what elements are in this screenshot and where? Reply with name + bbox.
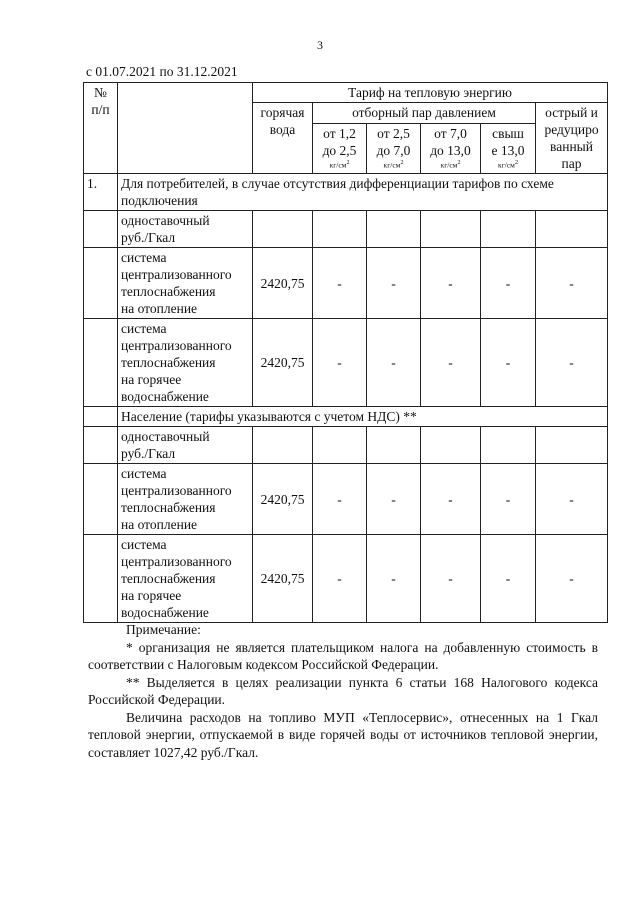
table-row [84, 211, 608, 248]
period-heading: с 01.07.2021 по 31.12.2021 [86, 64, 238, 79]
tariff-cell: - [481, 248, 536, 319]
page-number: 3 [317, 38, 323, 52]
table-row [84, 535, 608, 623]
tariff-cell: - [421, 464, 481, 535]
row-label: одноставочный руб./Гкал [118, 211, 253, 248]
row-label: система централизованного теплоснабжения на отопление [118, 248, 253, 319]
tariff-cell: 2420,75 [253, 248, 313, 319]
section-title: Население (тарифы указываются с учетом НДС) ** [118, 407, 608, 427]
tariff-cell [313, 427, 367, 464]
tariff-cell: - [367, 535, 421, 623]
tariff-cell: - [536, 248, 608, 319]
tariff-cell [367, 211, 421, 248]
tariff-cell [253, 427, 313, 464]
tariff-cell: - [421, 319, 481, 407]
tariff-cell: - [367, 464, 421, 535]
tariff-cell: - [313, 535, 367, 623]
tariff-cell [536, 211, 608, 248]
section-row [84, 174, 608, 211]
tariff-cell [481, 427, 536, 464]
row-number [84, 211, 118, 248]
tariff-cell: - [536, 319, 608, 407]
row-number [84, 407, 118, 427]
notes-heading: Примечание: [126, 622, 201, 637]
tariff-cell: - [481, 535, 536, 623]
note-vat: * организация не является плательщиком налога на добавленную стоимость в соответствии с Налоговым кодексом Российской Федерации. [88, 639, 598, 672]
row-number [84, 427, 118, 464]
col-num-header: № п/п [84, 83, 118, 174]
tariff-cell: - [536, 535, 608, 623]
col-label-header [118, 83, 253, 174]
row-number [84, 535, 118, 623]
table-row [84, 319, 608, 407]
col-steam-header: отборный пар давлением [313, 103, 536, 124]
tariff-cell: - [313, 319, 367, 407]
table-row [84, 464, 608, 535]
tariff-cell: - [421, 248, 481, 319]
tariff-cell: - [313, 464, 367, 535]
tariff-cell [367, 427, 421, 464]
col-hot-water-header: горячая вода [253, 103, 313, 174]
col-pressure-4-header: свыш е 13,0 $кг/см^2$ [481, 124, 536, 174]
col-pressure-2-header: от 2,5 до 7,0 $кг/см^2$ [367, 124, 421, 174]
col-pressure-3-header: от 7,0 до 13,0 $кг/см^2$ [421, 124, 481, 174]
row-number: 1. [84, 174, 118, 211]
row-label: одноставочный руб./Гкал [118, 427, 253, 464]
col-pressure-1-header: от 1,2 до 2,5 $кг/см^2$ [313, 124, 367, 174]
notes-block [88, 621, 598, 761]
row-label: система централизованного теплоснабжения на отопление [118, 464, 253, 535]
row-number [84, 248, 118, 319]
tariff-cell [481, 211, 536, 248]
section-1-rows [84, 211, 608, 407]
col-sharp-steam-header: острый и редуциро ванный пар [536, 103, 608, 174]
tariff-cell [421, 211, 481, 248]
tariff-cell [313, 211, 367, 248]
tariff-cell: - [313, 248, 367, 319]
tariff-cell: - [367, 248, 421, 319]
tariff-cell: 2420,75 [253, 464, 313, 535]
section-title: Для потребителей, в случае отсутствия дифференциации тарифов по схеме подключения [118, 174, 608, 211]
tariff-cell: - [367, 319, 421, 407]
tariff-cell: 2420,75 [253, 319, 313, 407]
note-vat-allocation: ** Выделяется в целях реализации пункта 6 статьи 168 Налогового кодекса Российской Федерации. [88, 674, 598, 707]
tariff-cell: - [481, 464, 536, 535]
tariff-cell [536, 427, 608, 464]
section-2-rows [84, 427, 608, 623]
table-row [84, 427, 608, 464]
tariff-cell: - [481, 319, 536, 407]
tariff-cell [421, 427, 481, 464]
tariff-cell: - [421, 535, 481, 623]
row-number [84, 319, 118, 407]
tariff-table [83, 82, 608, 623]
tariff-cell: - [536, 464, 608, 535]
tariff-main-header: Тариф на тепловую энергию [253, 83, 608, 103]
note-fuel-cost: Величина расходов на топливо МУП «Теплосервис», отнесенных на 1 Гкал тепловой энергии, отпускаемой в виде горячей воды от источников тепловой энергии, составляет 1027,42 руб./Гкал. [88, 709, 598, 760]
tariff-cell: 2420,75 [253, 535, 313, 623]
row-label: система централизованного теплоснабжения на горячее водоснабжение [118, 535, 253, 623]
row-number [84, 464, 118, 535]
tariff-cell [253, 211, 313, 248]
row-label: система централизованного теплоснабжения на горячее водоснабжение [118, 319, 253, 407]
section-row [84, 407, 608, 427]
table-row [84, 248, 608, 319]
